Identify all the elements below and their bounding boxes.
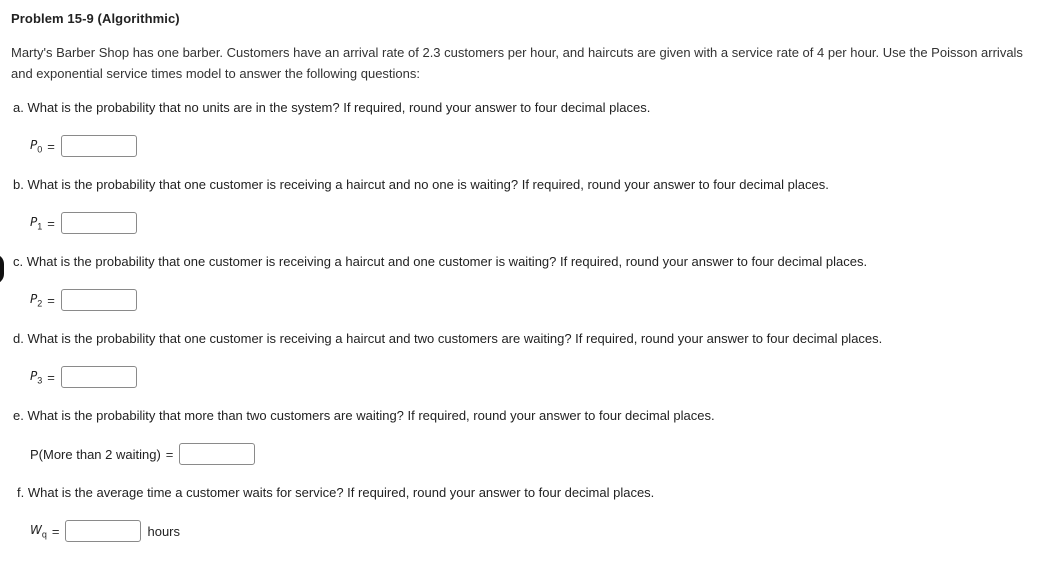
p2-label: $P_2$	[30, 292, 43, 309]
question-d: d. What is the probability that one customer is receiving a haircut and two customers are waiting? If required, round your answer to four decimal places.	[13, 331, 883, 346]
side-tab-marker	[0, 254, 4, 284]
p0-label: $P_0$	[30, 138, 43, 155]
p3-input[interactable]	[61, 366, 137, 388]
p-more-than-2-label: P(More than 2 waiting)	[30, 446, 161, 462]
answer-row-f	[30, 519, 180, 543]
answer-row-a	[30, 134, 137, 158]
p1-label: $P_1$	[30, 215, 43, 232]
answer-row-e	[30, 442, 255, 466]
p2-input[interactable]	[61, 289, 137, 311]
question-b: b. What is the probability that one customer is receiving a haircut and no one is waiting? If required, round your answer to four decimal places.	[13, 177, 829, 192]
question-f: f. What is the average time a customer waits for service? If required, round your answer to four decimal places.	[17, 485, 655, 500]
p-more-than-2-input[interactable]	[179, 443, 255, 465]
equals-sign: =	[165, 446, 174, 462]
question-e: e. What is the probability that more than two customers are waiting? If required, round your answer to four decimal places.	[13, 408, 715, 423]
equals-sign: =	[51, 523, 60, 539]
hours-unit: hours	[147, 523, 181, 539]
answer-row-c	[30, 288, 137, 312]
equals-sign: =	[47, 292, 55, 308]
p1-input[interactable]	[61, 212, 137, 234]
question-a: a. What is the probability that no units are in the system? If required, round your answer to four decimal places.	[13, 100, 651, 115]
equals-sign: =	[47, 369, 55, 385]
question-c: c. What is the probability that one customer is receiving a haircut and one customer is waiting? If required, round your answer to four decimal places.	[13, 254, 868, 269]
answer-row-d	[30, 365, 137, 389]
equals-sign: =	[47, 138, 55, 154]
p0-input[interactable]	[61, 135, 137, 157]
answer-row-b	[30, 211, 137, 235]
equals-sign: =	[47, 215, 55, 231]
wq-label: $W_q$	[30, 523, 47, 540]
wq-input[interactable]	[65, 520, 141, 542]
p3-label: $P_3$	[30, 369, 43, 386]
problem-intro: Marty's Barber Shop has one barber. Customers have an arrival rate of 2.3 customers per hour, and haircuts are given with a service rate of 4 per hour. Use the Poisson arrivals and exponential service times model to answer the following questions:	[11, 45, 1023, 81]
problem-title: Problem 15-9 (Algorithmic)	[11, 11, 180, 26]
